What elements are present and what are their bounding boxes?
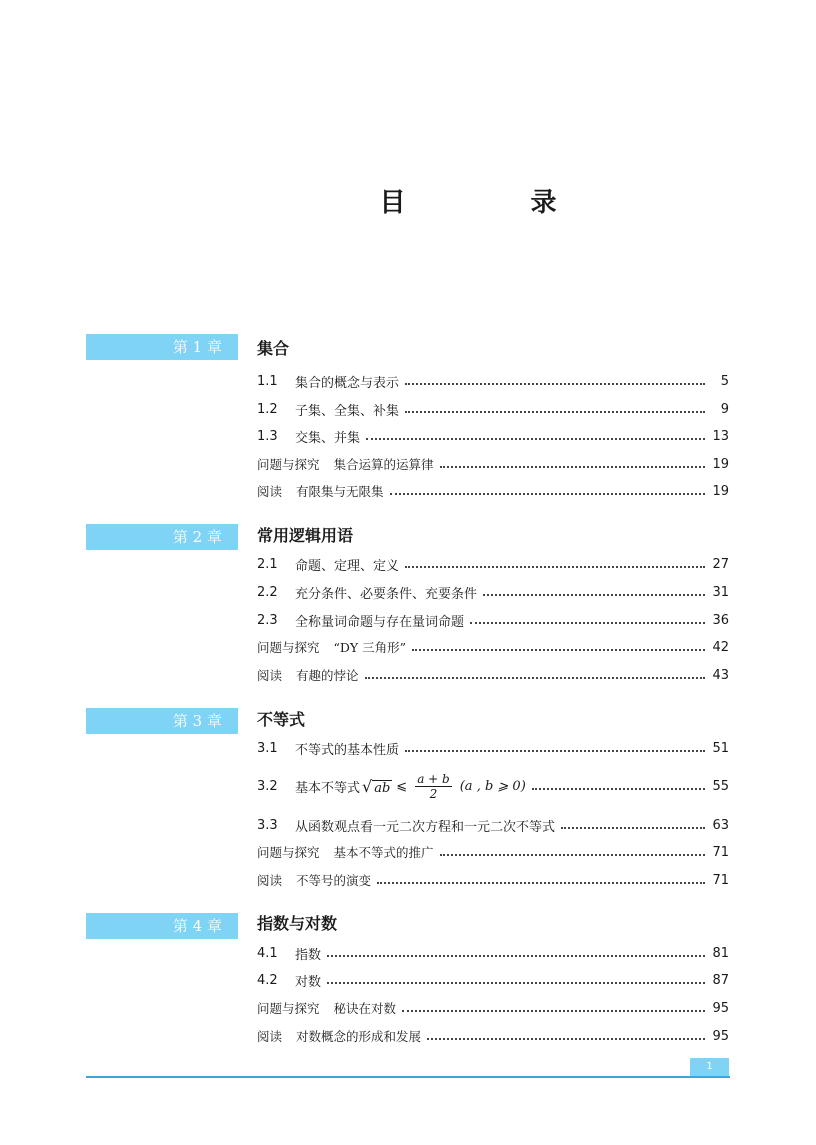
entry-page: 13 [712, 428, 729, 444]
dot-leader [532, 788, 705, 790]
dot-leader [402, 1010, 705, 1012]
dot-leader [327, 982, 705, 984]
entry-number: 3.2 [257, 778, 278, 794]
toc-entry[interactable] [257, 843, 729, 861]
entry-number: 1.3 [257, 428, 278, 444]
toc-entry[interactable] [257, 871, 729, 889]
toc-entry[interactable] [257, 400, 729, 418]
entry-page: 95 [712, 1000, 729, 1016]
dot-leader [405, 566, 705, 568]
dot-leader [390, 493, 705, 495]
entry-label: 问题与探究 [257, 457, 320, 472]
toc-entry[interactable] [257, 768, 729, 804]
toc-entry[interactable] [257, 611, 729, 629]
entry-page: 19 [712, 483, 729, 499]
dot-leader [427, 1038, 705, 1040]
dot-leader [412, 649, 705, 651]
entry-number: 3.1 [257, 740, 278, 756]
entry-label: 问题与探究 [257, 1001, 320, 1016]
chapter-title: 常用逻辑用语 [257, 526, 354, 545]
chapter-tab: 第 3 章 [86, 708, 238, 734]
toc-entry[interactable] [257, 638, 729, 656]
entry-title: 有限集与无限集 [296, 484, 384, 499]
entry-title: 交集、并集 [295, 430, 361, 446]
toc-entry[interactable] [257, 583, 729, 601]
entry-page: 71 [712, 872, 729, 888]
sqrt-radicand: ab [374, 780, 391, 796]
toc-entry[interactable] [257, 816, 729, 834]
chapter-title: 指数与对数 [257, 914, 338, 933]
toc-entry[interactable] [257, 944, 729, 962]
entry-title: 集合运算的运算律 [333, 457, 434, 472]
dot-leader [327, 955, 705, 957]
toc-entry[interactable] [257, 666, 729, 684]
entry-title: 不等号的演变 [296, 873, 372, 888]
entry-number: 2.1 [257, 556, 278, 572]
entry-page: 81 [712, 945, 729, 961]
dot-leader [470, 622, 705, 624]
entry-page: 43 [712, 667, 729, 683]
entry-title: 命题、定理、定义 [295, 558, 400, 574]
entry-title: 基本不等式的推广 [333, 845, 434, 860]
toc-entry[interactable] [257, 427, 729, 445]
fraction [415, 772, 452, 801]
entry-page: 5 [720, 373, 729, 389]
entry-title: 基本不等式 [295, 780, 361, 796]
entry-label: 阅读 [257, 1029, 283, 1044]
toc-entry[interactable] [257, 739, 729, 757]
entry-label: 阅读 [257, 668, 283, 683]
toc-entry[interactable] [257, 455, 729, 473]
entry-title: “DY 三角形” [333, 640, 407, 655]
entry-number: 4.2 [257, 972, 278, 988]
page-number: 1 [690, 1058, 729, 1076]
condition: (a , b ⩾ 0) [459, 778, 526, 794]
page-title: 目 录 [379, 188, 615, 218]
entry-page: 36 [712, 612, 729, 628]
entry-title: 指数 [295, 947, 322, 963]
entry-label: 问题与探究 [257, 845, 320, 860]
dot-leader [405, 750, 705, 752]
entry-title: 对数概念的形成和发展 [296, 1029, 422, 1044]
entry-number: 4.1 [257, 945, 278, 961]
entry-page: 71 [712, 844, 729, 860]
entry-title: 有趣的悖论 [296, 668, 359, 683]
chapter-tab: 第 4 章 [86, 913, 238, 939]
entry-title: 子集、全集、补集 [295, 403, 400, 419]
entry-title: 集合的概念与表示 [295, 375, 400, 391]
entry-page: 31 [712, 584, 729, 600]
entry-title: 充分条件、必要条件、充要条件 [295, 586, 478, 602]
dot-leader [405, 383, 705, 385]
toc-entry[interactable] [257, 1027, 729, 1045]
dot-leader [440, 466, 705, 468]
entry-page: 95 [712, 1028, 729, 1044]
entry-number: 1.2 [257, 401, 278, 417]
toc-entry[interactable] [257, 372, 729, 390]
entry-page: 55 [712, 778, 729, 794]
chapter-tab: 第 1 章 [86, 334, 238, 360]
entry-number: 3.3 [257, 817, 278, 833]
dot-leader [366, 438, 705, 440]
toc-entry[interactable] [257, 555, 729, 573]
dot-leader [561, 827, 705, 829]
entry-label: 问题与探究 [257, 640, 320, 655]
dot-leader [365, 677, 705, 679]
entry-label: 阅读 [257, 484, 283, 499]
entry-title: 秘诀在对数 [333, 1001, 397, 1016]
entry-page: 87 [712, 972, 729, 988]
entry-page: 42 [712, 639, 729, 655]
fraction-denominator: 2 [429, 786, 438, 801]
entry-title: 全称量词命题与存在量词命题 [295, 614, 465, 630]
footer-rule [86, 1076, 730, 1078]
toc-entry[interactable] [257, 482, 729, 500]
sqrt-expression: √ ab [362, 776, 391, 796]
toc-entry[interactable] [257, 971, 729, 989]
entry-label: 阅读 [257, 873, 283, 888]
relation-symbol: ⩽ [396, 778, 408, 794]
entry-page: 27 [712, 556, 729, 572]
chapter-tab: 第 2 章 [86, 524, 238, 550]
chapter-title: 不等式 [257, 710, 306, 729]
entry-title: 不等式的基本性质 [295, 742, 400, 758]
entry-title: 从函数观点看一元二次方程和一元二次不等式 [295, 819, 556, 835]
chapter-title: 集合 [257, 339, 290, 358]
entry-number: 2.2 [257, 584, 278, 600]
entry-page: 9 [720, 401, 729, 417]
dot-leader [405, 411, 705, 413]
entry-page: 63 [712, 817, 729, 833]
toc-entry[interactable] [257, 999, 729, 1017]
entry-number: 2.3 [257, 612, 278, 628]
dot-leader [440, 854, 705, 856]
entry-number: 1.1 [257, 373, 278, 389]
entry-page: 51 [712, 740, 729, 756]
dot-leader [377, 882, 705, 884]
entry-page: 19 [712, 456, 729, 472]
fraction-numerator: a + b [417, 771, 450, 786]
entry-title: 对数 [295, 974, 322, 990]
dot-leader [483, 594, 705, 596]
inequality-formula [360, 772, 526, 801]
